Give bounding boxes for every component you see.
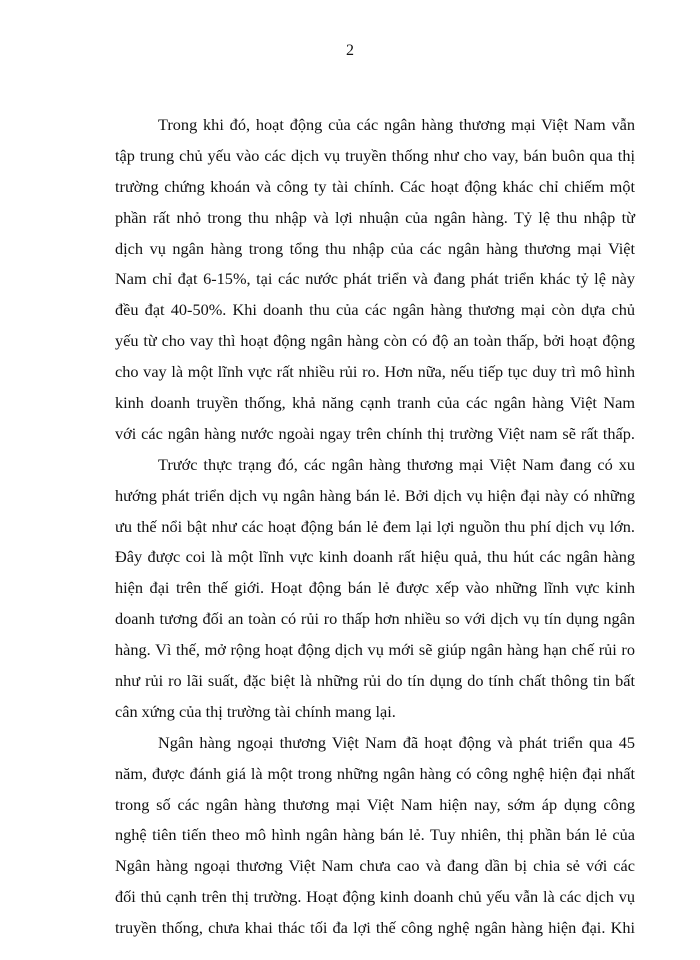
text-line: dịch vụ ngân hàng trong tổng thu nhập của các ngân hàng thương mại Việt: [115, 238, 635, 258]
text-line: Trước thực trạng đó, các ngân hàng thương mại Việt Nam đang có xu: [158, 454, 635, 474]
text-line: Nam chỉ đạt 6-15%, tại các nước phát triển và đang phát triển khác tỷ lệ này: [115, 269, 635, 289]
text-line: Đây được coi là một lĩnh vực kinh doanh rất hiệu quả, thu hút các ngân hàng: [115, 547, 635, 567]
text-line: trong số các ngân hàng thương mại Việt Nam hiện nay, sớm áp dụng công: [115, 794, 635, 814]
document-body: [115, 110, 635, 944]
text-line: Trong khi đó, hoạt động của các ngân hàng thương mại Việt Nam vẫn: [158, 115, 635, 134]
text-line: cho vay là một lĩnh vực rất nhiều rủi ro. Hơn nữa, nếu tiếp tục duy trì mô hình: [115, 362, 635, 382]
text-line: như rủi ro lãi suất, đặc biệt là những rủi do tín dụng do tính chất thông tin bất: [115, 671, 635, 691]
text-line: năm, được đánh giá là một trong những ngân hàng có công nghệ hiện đại nhất: [115, 763, 635, 783]
text-line: kinh doanh truyền thống, khả năng cạnh tranh của các ngân hàng Việt Nam: [115, 393, 635, 413]
text-line: yếu từ cho vay thì hoạt động ngân hàng còn có độ an toàn thấp, bởi hoạt động: [115, 331, 635, 351]
text-line: tập trung chủ yếu vào các dịch vụ truyền thống như cho vay, bán buôn qua thị: [115, 145, 635, 165]
text-line: hiện đại trên thế giới. Hoạt động bán lẻ được xếp vào những lĩnh vực kinh: [115, 578, 635, 598]
text-line: trường chứng khoán và công ty tài chính. Các hoạt động khác chỉ chiếm một: [115, 176, 635, 196]
text-line: doanh tương đối an toàn có rủi ro thấp hơn nhiều so với dịch vụ tín dụng ngân: [115, 609, 635, 629]
text-line: phần rất nhỏ trong thu nhập và lợi nhuận của ngân hàng. Tỷ lệ thu nhập từ: [115, 207, 635, 227]
text-line: đều đạt 40-50%. Khi doanh thu của các ngân hàng thương mại còn dựa chủ: [115, 300, 635, 320]
text-line: Ngân hàng ngoại thương Việt Nam chưa cao và đang dần bị chia sẻ với các: [115, 856, 635, 876]
paragraph-1: [115, 110, 635, 450]
text-line: nghệ tiên tiến theo mô hình ngân hàng bán lẻ. Tuy nhiên, thị phần bán lẻ của: [115, 825, 635, 845]
text-line: Ngân hàng ngoại thương Việt Nam đã hoạt động và phát triển qua 45: [158, 732, 635, 752]
text-line: đối thủ cạnh trên thị trường. Hoạt động kinh doanh chủ yếu vẫn là các dịch vụ: [115, 887, 635, 907]
paragraph-3: [115, 728, 635, 944]
text-line: ưu thế nổi bật như các hoạt động bán lẻ đem lại lợi nguồn thu phí dịch vụ lớn.: [115, 516, 635, 536]
page-number: 2: [346, 42, 354, 59]
text-line: hướng phát triển dịch vụ ngân hàng bán lẻ. Bởi dịch vụ hiện đại này có những: [115, 485, 635, 505]
text-line: với các ngân hàng nước ngoài ngay trên chính thị trường Việt nam sẽ rất thấp.: [115, 423, 635, 443]
text-line: truyền thống, chưa khai thác tối đa lợi thế công nghệ ngân hàng hiện đại. Khi: [115, 918, 635, 938]
paragraph-2: [115, 450, 635, 728]
text-line: hàng. Vì thế, mở rộng hoạt động dịch vụ mới sẽ giúp ngân hàng hạn chế rủi ro: [115, 640, 635, 660]
text-line: cân xứng của thị trường tài chính mang lại.: [115, 701, 396, 721]
